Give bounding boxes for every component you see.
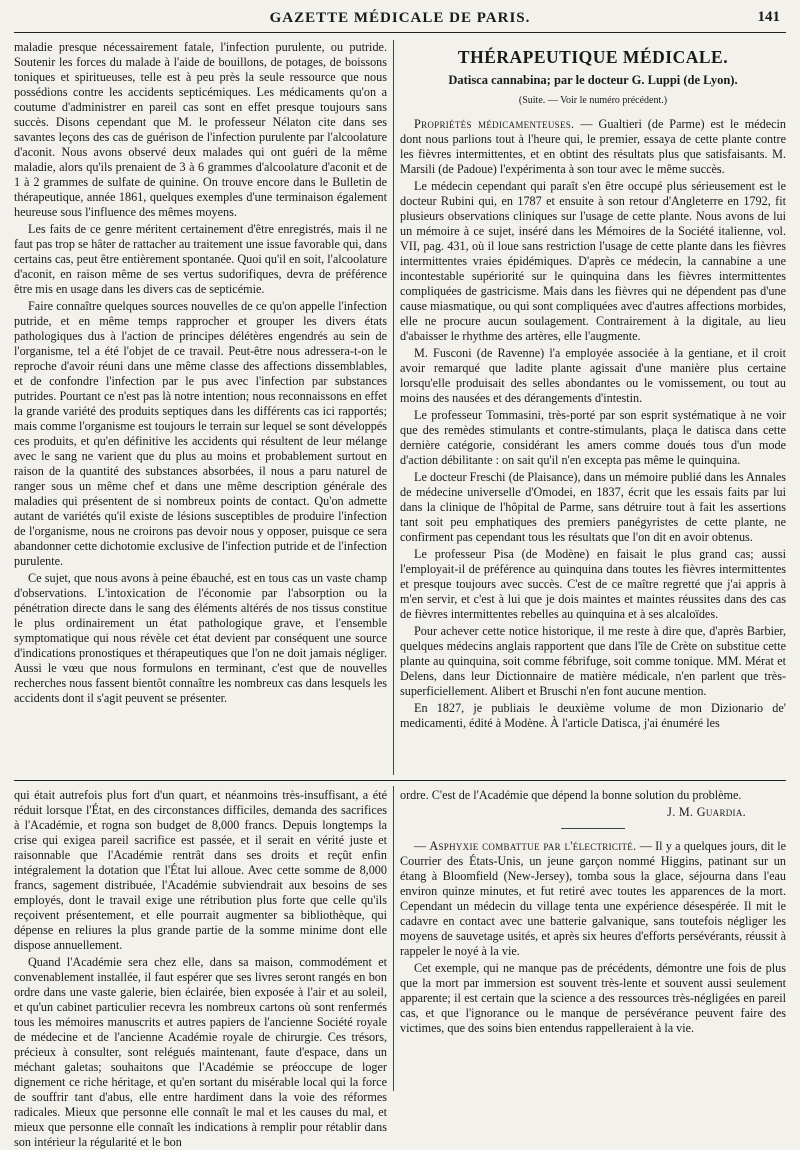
- article-academie-column: [14, 788, 387, 1149]
- paragraph: ordre. C'est de l'Académie que dépend la bonne solution du problème.: [400, 788, 742, 802]
- article-subtitle: Datisca cannabina; par le docteur G. Luppi (de Lyon).: [448, 73, 738, 87]
- journal-title: GAZETTE MÉDICALE DE PARIS.: [269, 10, 531, 26]
- paragraph-text: — Gualtieri (de Parme) est le médecin dont nous parlions tout à l'heure qui, le premier, essaya de cette plante contre les fièvres intermittentes, et en obtint des résultats plus que satisfaisants. M. Marsili (de Padoue) l'expérimenta à son tour avec le même succès.: [400, 117, 786, 176]
- paragraph-lead: — Asphyxie combattue par l'électricité.: [414, 839, 637, 853]
- article-asphyxie-column: [400, 788, 786, 1090]
- paragraph-text: — Il y a quelques jours, dit le Courrier des États-Unis, un jeune garçon nommé Higgins, patinant sur un étang à Bloomfield (New-Jersey), tomba sous la glace, séjourna dans l'eau environ quinze minutes, et fut retiré avec toutes les apparences de la mort. Cependant un médecin du village tenta une expérience désespérée. Il mit le cadavre en contact avec une batterie galvanique, sans toutefois négliger les moyens de sauvetage usités, et après six heures d'efforts persévérants, réussit à rappeler le noyé à la vie.: [400, 839, 786, 958]
- paragraph: qui était autrefois plus fort d'un quart, et néanmoins très-insuffisant, a été réduit lorsque l'État, en des circonstances difficiles, demanda des sacrifices à l'Académie, et rogna son budget de 8,000 francs. Depuis longtemps la crise qui exigea pareil sacrifice est passée, et il serait en vérité juste et raisonnable que l'Académie rentrât dans ses droits et reçût enfin intégralement la dotation que l'État lui alloue. Avec cette somme de 8,000 francs, sagement distribuée, l'Académie subviendrait aux besoins de ses employés, dont le travail exige une rétribution plus forte que celle qu'ils reçoivent présentement, et elle pourrait augmenter sa bibliothèque, qui dépense en reliures la plus grande partie de la somme minime dont elle dispose annuellement.: [14, 788, 387, 952]
- paragraph: Le médecin cependant qui paraît s'en être occupé plus sérieusement est le docteur Rubini qui, en 1787 et ensuite à son retour d'Angleterre en 1792, fit plusieurs observations cliniques sur l'usage de cette plante. Nous avons de lui un mémoire à ce sujet, inséré dans les Mémoires de la Société italienne, vol. VII, pag. 431, où il loue sans restriction l'usage de cette plante dans les fièvres intermittentes vraies épidémiques. D'après ce médecin, la cannabine a une incontestable supériorité sur le quinquina dans les fièvres intermittentes compliquées de gastricisme. Mais dans les fièvres qui ne dépendent pas d'une cause miasmatique, ou qui sont compliquées avec d'autres affections morbides, elle ne procure aucun soulagement. Contrairement à la digitale, au lieu d'abaisser le rhythme des artères, elle l'augmente.: [400, 179, 786, 343]
- article-infection-column: [14, 40, 387, 740]
- column-divider-bottom: [393, 786, 394, 1091]
- paragraph: Faire connaître quelques sources nouvelles de ce qu'on appelle l'infection putride, et en même temps rapprocher et grouper les divers états pathologiques dus à l'action de principes délétères engendrés au sein de l'organisme, tel a été l'objet de ce travail. Peut-être nous adressera-t-on le reproche d'avoir réuni dans une même classe des affections dissemblables, et de confondre l'infection par le pus avec l'infection par substances putrides. Pourtant ce n'est pas là notre intention; nous reconnaissons en effet la grande variété des produits septiques dans les différents cas ici rapportés; mais comme l'organisme est toujours le terrain sur lequel se sont développés ces produits, et qu'en définitive les accidents qui résultent de leur mélange avec le sang ne varient que du plus au moins et probablement surtout en raison de la quantité des substances absorbées, il nous a paru naturel de ranger sous un même chef et dans une même description générale des maladies qui présentent de si nombreux points de contact. Qu'on admette autant de variétés qu'il existe de lésions susceptibles de produire l'infection de l'organisme, nous ne croirons pas devoir nous y opposer, puisque ce sera abandonner cette dichotomie exclusive de l'infection putride et de l'infection purulente.: [14, 299, 387, 568]
- short-divider: [561, 828, 625, 829]
- paragraph: maladie presque nécessairement fatale, l'infection purulente, ou putride. Soutenir les forces du malade à l'aide de bouillons, de potages, de boissons toniques et spiritueuses, telle est à peu près la seule ressource que nous possédions contre les accidents septicémiques. Les médicaments qu'on a coutume d'administrer en pareil cas sont en effet presque toujours sans succès. Disons cependant que M. le professeur Nélaton cite dans ses savantes leçons des cas de guérison de l'infection purulente par l'alcoolature d'aconit. Nous avons observé deux malades qui ont guéri de la même maladie, alors qu'ils prenaient de 3 à 6 grammes d'alcoolature d'aconit et de 1 à 2 grammes de sulfate de quinine. On trouve encore dans le Bulletin de thérapeutique, année 1861, quelques exemples d'une terminaison également heureuse sous l'influence des mêmes moyens.: [14, 40, 387, 219]
- paragraph: Pour achever cette notice historique, il me reste à dire que, d'après Barbier, quelques médecins anglais rapportent que dans l'île de Crète on substitue cette plante au quinquina, soit comme fébrifuge, soit comme tonique. MM. Mérat et Delens, dans leur Dictionnaire de matière médicale, n'en parlent que très-superficiellement. Alibert et Bruschi n'en font aucune mention.: [400, 624, 786, 698]
- paragraph: Cet exemple, qui ne manque pas de précédents, démontre une fois de plus que la mort par immersion est souvent très-lente et souvent aussi seulement apparente; il est certain que la science a des ressources très-négligées en pareil cas, et que l'ignorance ou le manque de persévérance peuvent faire des victimes, que des soins bien entendus rappelleraient à la vie.: [400, 961, 786, 1035]
- section-title: THÉRAPEUTIQUE MÉDICALE.: [457, 47, 729, 67]
- paragraph-lead: Propriétés médicamenteuses.: [414, 117, 575, 131]
- column-divider-top: [393, 40, 394, 775]
- paragraph: Le docteur Freschi (de Plaisance), dans un mémoire publié dans les Annales de médecine universelle d'Omodei, en 1837, écrit que les essais faits par lui dans la clinique de l'hôpital de Parme, sans détruire tout à fait les assertions tant soit peu emphatiques des premiers panégyristes de cette plante, ne confirment pas cependant tous les résultats que l'on dit en avoir obtenus.: [400, 470, 786, 544]
- author-signature: J. M. Guardia.: [667, 805, 746, 819]
- continuation-note: (Suite. — Voir le numéro précédent.): [518, 95, 668, 106]
- paragraph: Quand l'Académie sera chez elle, dans sa maison, commodément et convenablement installée, il faut espérer que ses livres seront rangés en bon ordre dans une vaste galerie, bien éclairée, bien exposée à l'air et au soleil, et qu'un cabinet particulier recevra les nombreux cartons où sont renfermés tous les mémoires manuscrits et autres papiers de l'ancienne Société royale de médecine et de l'ancienne Académie royale de chirurgie. Ces trésors, précieux à consulter, sont relégués maintenant, faute d'espace, dans un méchant galetas; souhaitons que l'Académie se préoccupe de loger dignement ce riche héritage, et qu'en sortant du misérable local qui la force de souffrir tant d'abus, elle entre hardiment dans la voie des réformes radicales. Mieux que personne elle connaît le mal et les causes du mal, et mieux que personne elle connaît les indications à remplir pour rétablir dans son intérieur la régularité et le bon: [14, 955, 387, 1149]
- paragraph: [400, 839, 786, 959]
- paragraph: Le professeur Tommasini, très-porté par son esprit systématique à ne voir que des remèdes stimulants et contre-stimulants, plaça le datisca dans cette dernière catégorie, considérant les amers comme doués tous d'un mode d'action débilitante : on sait qu'il n'en excepta pas même le quinquina.: [400, 408, 786, 467]
- article-therapeutique-column: [400, 40, 786, 752]
- paragraph: M. Fusconi (de Ravenne) l'a employée associée à la gentiane, et il croit avoir remarqué que ladite plante agissait d'une manière plus certaine lorsqu'elle produisait des selles abondantes ou le vomissement, ou tout au moins des nausées et des dérangements d'intestin.: [400, 346, 786, 405]
- paragraph: Le professeur Pisa (de Modène) en faisait le plus grand cas; aussi l'employait-il de préférence au quinquina dans toutes les fièvres intermittentes et presque toujours avec succès. C'est de ce maître regretté que j'ai appris à m'en servir, et c'est à lui que je dois maintes et maintes réussites dans des cas de fièvres intermittentes rebelles au quinquina et à ses alcaloïdes.: [400, 547, 786, 621]
- section-divider: [14, 780, 786, 781]
- paragraph: Les faits de ce genre méritent certainement d'être enregistrés, mais il ne faut pas trop se hâter de rattacher au traitement une issue favorable qui, dans certains cas, peut être entièrement spontanée. Quoi qu'il en soit, l'alcoolature d'aconit, en raison même de ses vertus sudorifiques, devra de préférence être mis en usage dans les divers cas de septicémie.: [14, 222, 387, 296]
- paragraph: [400, 117, 786, 177]
- page-number: 141: [757, 9, 780, 25]
- paragraph: Ce sujet, que nous avons à peine ébauché, est en tous cas un vaste champ d'observations. L'intoxication de l'économie par l'absorption ou la pénétration directe dans le sang des éléments altérés de nos tissus constitue le plus ordinairement un état pathologique grave, et l'ensemble symptomatique qui nous révèle cet état devient par conséquent une source d'indications pronostiques et thérapeutiques que l'on ne doit jamais négliger. Aussi le vœu que nous formulons en terminant, c'est que de nouvelles recherches nous fassent bientôt connaître les nombreux cas dans lesquels les accidents dont il s'agit peuvent se présenter.: [14, 571, 387, 705]
- page-header: [14, 8, 786, 33]
- paragraph: En 1827, je publiais le deuxième volume de mon Dizionario de' medicamenti, édité à Modène. À l'article Datisca, j'ai énuméré les: [400, 701, 786, 730]
